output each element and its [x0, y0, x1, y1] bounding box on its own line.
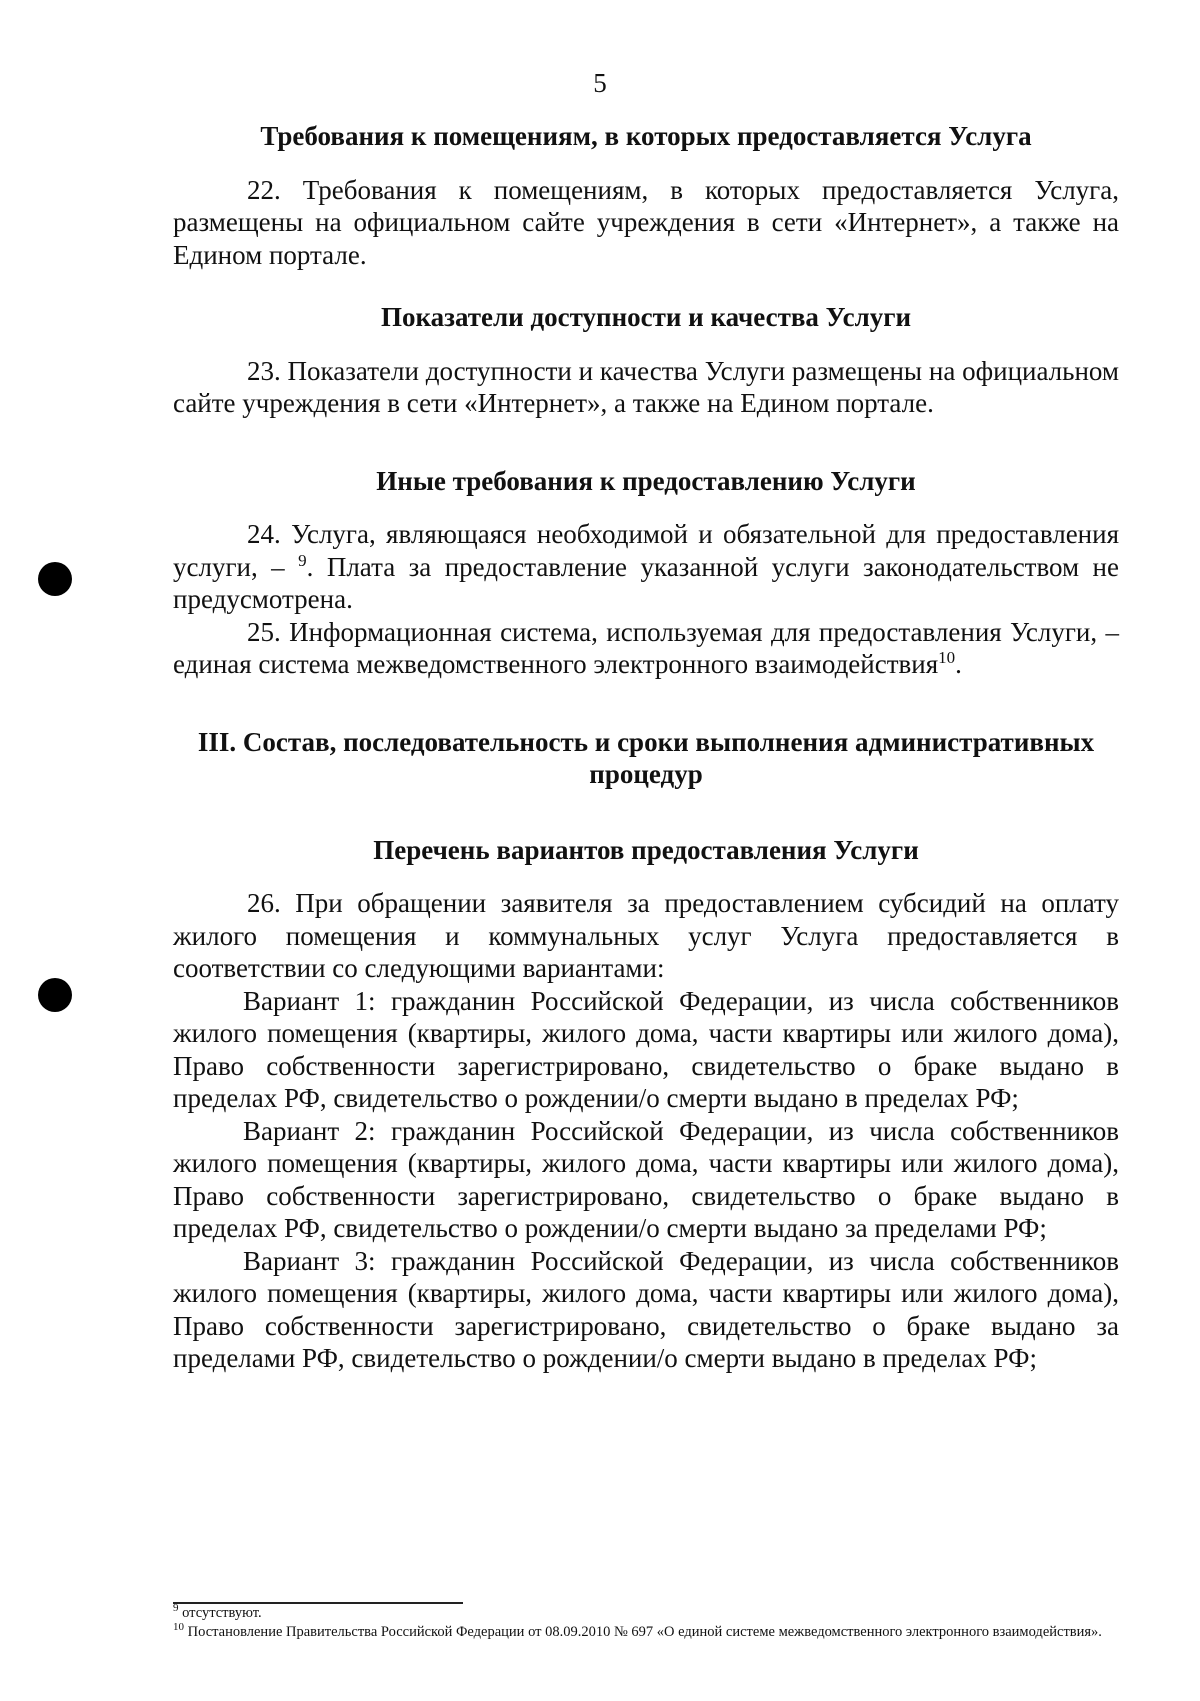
- paragraph-24-text-end: . Плата за предоставление указанной услуги законодательством не предусмотрена.: [173, 551, 1119, 614]
- footnote-10: [173, 1620, 1119, 1642]
- punch-hole-top: [38, 562, 72, 596]
- chapter-3-heading: III. Состав, последовательность и сроки выполнения административных процедур: [197, 726, 1095, 789]
- document-body: [173, 120, 1119, 1375]
- footnote-ref-10[interactable]: 10: [938, 648, 956, 667]
- paragraph-22: 22. Требования к помещениям, в которых предоставляется Услуга, размещены на официальном сайте учреждения в сети «Интернет», а также на Едином портале.: [173, 174, 1119, 270]
- footnote-mark-10: 10: [173, 1620, 184, 1633]
- paragraph-26: 26. При обращении заявителя за предоставлением субсидий на оплату жилого помещения и коммунальных услуг Услуга предоставляется в соответствии со следующими вариантами:: [173, 888, 1119, 983]
- footnote-mark-9: 9: [173, 1602, 179, 1615]
- paragraph-24: [173, 518, 1119, 616]
- variant-2: Вариант 2: гражданин Российской Федерации, из числа собственников жилого помещения (квартиры, жилого дома, части квартиры или жилого дома), Право собственности зарегистрировано, свидетельство о браке выдано в пределах РФ, свидетельство о рождении/о смерти выдано за пределами РФ;: [173, 1115, 1119, 1243]
- variant-3: Вариант 3: гражданин Российской Федерации, из числа собственников жилого помещения (квартиры, жилого дома, части квартиры или жилого дома), Право собственности зарегистрировано, свидетельство о браке выдано за пределами РФ, свидетельство о рождении/о смерти выдано в пределах РФ;: [173, 1245, 1119, 1373]
- paragraph-25: [173, 616, 1119, 681]
- paragraph-25-text: 25. Информационная система, используемая для предоставления Услуги, – единая система межведомственного электронного взаимодействия: [173, 616, 1119, 679]
- page-number: 5: [593, 68, 607, 98]
- paragraph-24-text: 24. Услуга, являющаяся необходимой и обязательной для предоставления услуги, –: [173, 519, 1119, 582]
- footnote-ref-9[interactable]: 9: [298, 550, 307, 570]
- footnote-9-text: отсутствуют.: [178, 1605, 262, 1621]
- heading-premises: Требования к помещениям, в которых предоставляется Услуга: [260, 121, 1032, 151]
- paragraph-23: 23. Показатели доступности и качества Услуги размещены на официальном сайте учреждения в сети «Интернет», а также на Едином портале.: [173, 355, 1119, 418]
- heading-other-requirements: Иные требования к предоставлению Услуги: [376, 465, 916, 496]
- punch-hole-bottom: [38, 978, 72, 1012]
- footnotes: [173, 1604, 1119, 1641]
- variant-1: Вариант 1: гражданин Российской Федерации, из числа собственников жилого помещения (квартиры, жилого дома, части квартиры или жилого дома), Право собственности зарегистрировано, свидетельство о браке выдано в пределах РФ, свидетельство о рождении/о смерти выдано в пределах РФ;: [173, 985, 1119, 1113]
- footnote-9: [173, 1604, 1119, 1623]
- heading-accessibility: Показатели доступности и качества Услуги: [380, 302, 912, 332]
- heading-variants: Перечень вариантов предоставления Услуги: [373, 834, 919, 865]
- paragraph-25-end: .: [955, 649, 962, 679]
- footnote-10-text: Постановление Правительства Российской Федерации от 08.09.2010 № 697 «О единой системе межведомственного электронного взаимодействия».: [184, 1623, 1102, 1640]
